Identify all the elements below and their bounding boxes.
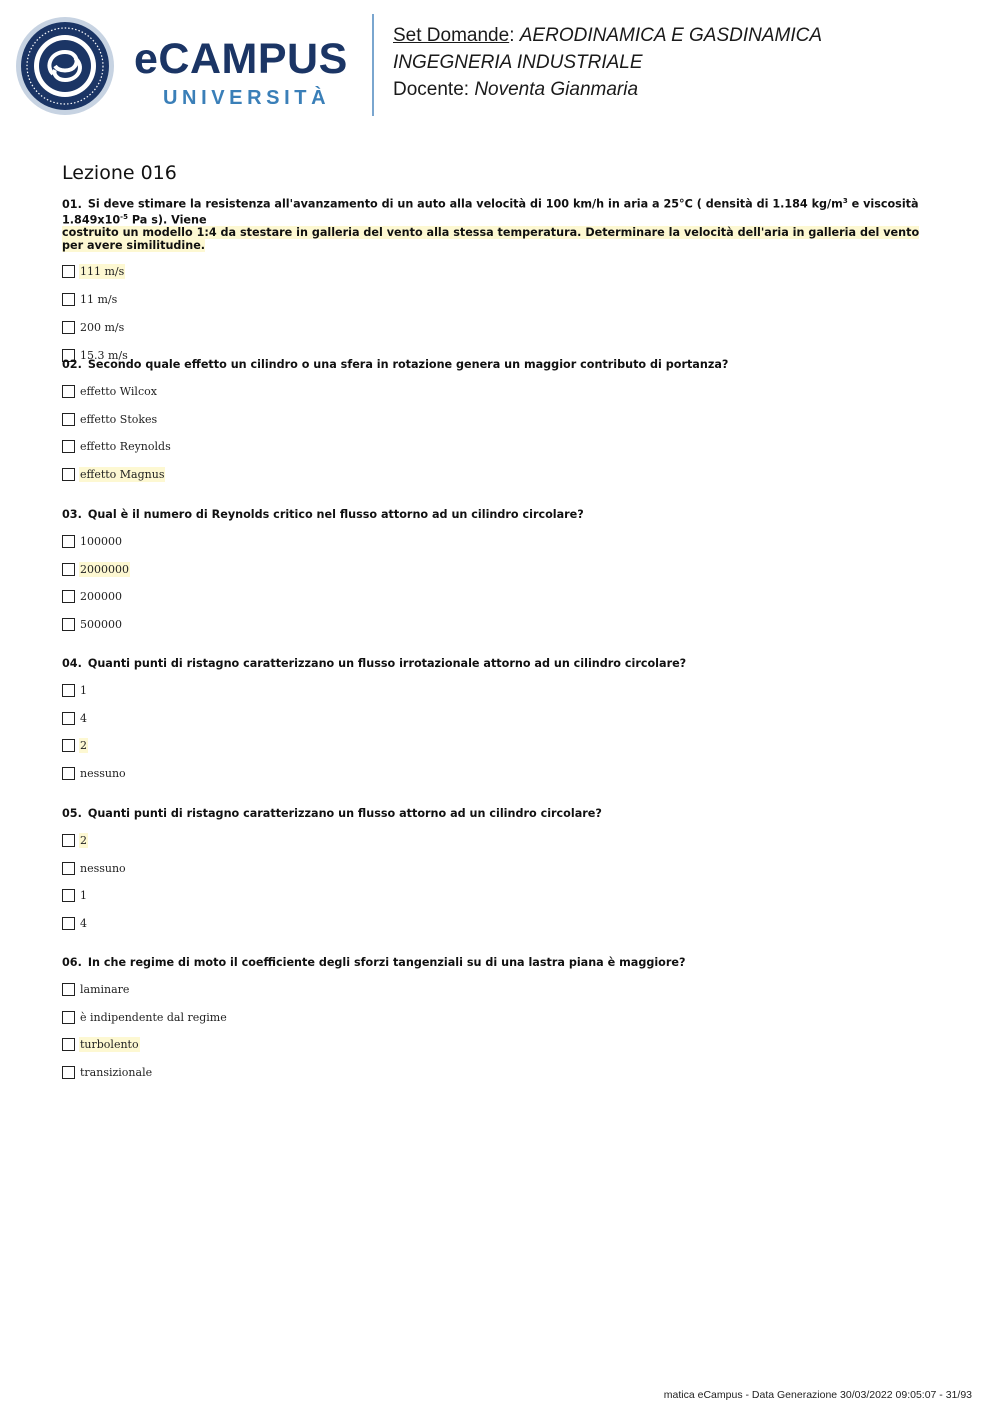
answer-label: effetto Stokes [80, 412, 158, 426]
question-05 [62, 807, 922, 944]
header-divider [372, 14, 374, 116]
set-separator: : [509, 25, 520, 46]
question-text [62, 508, 922, 521]
checkbox[interactable] [62, 712, 75, 725]
checkbox[interactable] [62, 293, 75, 306]
answer-label: turbolento [80, 1038, 139, 1052]
answer-option[interactable] [62, 562, 922, 590]
question-02 [62, 358, 922, 495]
answer-label: 2000000 [80, 562, 129, 576]
answer-label: 2 [80, 834, 87, 847]
checkbox[interactable] [62, 834, 75, 847]
checkbox[interactable] [62, 1066, 75, 1079]
teacher-label: Docente: [393, 79, 475, 100]
answer-label: 2 [80, 739, 87, 753]
answer-option[interactable] [62, 617, 922, 645]
answer-label: effetto Reynolds [80, 440, 171, 454]
answer-option[interactable] [62, 1037, 922, 1065]
answer-option[interactable] [62, 320, 922, 348]
checkbox[interactable] [62, 468, 75, 481]
answer-option[interactable] [62, 439, 922, 467]
question-text-part: Pa s). Viene [127, 213, 207, 227]
answer-label: 1 [80, 889, 87, 903]
answer-option[interactable] [62, 888, 922, 916]
question-text-part: e viscosità 1.849x10 [62, 197, 919, 227]
answer-label: 100000 [80, 535, 122, 548]
question-text-part: Si deve stimare la resistenza all'avanzamento di un auto alla velocità di 100 km/h in aria a 25°C ( densità di 1.184 kg/m [87, 197, 843, 211]
answer-label: nessuno [80, 767, 126, 781]
question-04 [62, 657, 922, 794]
answer-option[interactable] [62, 292, 922, 320]
answer-option[interactable] [62, 916, 922, 944]
checkbox[interactable] [62, 739, 75, 752]
question-text [62, 195, 922, 252]
answer-option[interactable] [62, 412, 922, 440]
checkbox[interactable] [62, 535, 75, 548]
superscript: -5 [120, 212, 128, 221]
checkbox[interactable] [62, 983, 75, 996]
question-03 [62, 508, 922, 645]
question-text-part: Qual è il numero di Reynolds critico nel flusso attorno ad un cilindro circolare? [87, 508, 584, 521]
answer-label: nessuno [80, 861, 126, 875]
question-number: 03. [62, 508, 82, 521]
question-text-part: Secondo quale effetto un cilindro o una sfera in rotazione genera un maggior contributo di portanza? [87, 358, 729, 371]
question-text-part: In che regime di moto il coefficiente degli sforzi tangenziali su di una lastra piana è maggiore? [87, 956, 686, 969]
answer-option[interactable] [62, 534, 922, 562]
course-name: AERODINAMICA E GASDINAMICA [519, 25, 823, 46]
checkbox[interactable] [62, 321, 75, 334]
question-text [62, 358, 922, 371]
answer-label: 500000 [80, 618, 122, 632]
checkbox[interactable] [62, 889, 75, 902]
answer-label: 11 m/s [80, 293, 118, 307]
answer-option[interactable] [62, 1010, 922, 1038]
logo-badge-icon [15, 16, 115, 116]
checkbox[interactable] [62, 265, 75, 278]
question-text [62, 807, 922, 820]
course-line [393, 22, 822, 49]
checkbox[interactable] [62, 618, 75, 631]
checkbox[interactable] [62, 440, 75, 453]
question-number: 01. [62, 197, 82, 211]
answer-label: transizionale [80, 1066, 153, 1080]
answer-option[interactable] [62, 711, 922, 739]
answer-option[interactable] [62, 264, 922, 292]
answer-option[interactable] [62, 861, 922, 889]
checkbox[interactable] [62, 767, 75, 780]
question-06 [62, 956, 922, 1093]
answer-option[interactable] [62, 738, 922, 766]
logo-subtitle: UNIVERSITÀ [163, 87, 331, 109]
answer-label: 15.3 m/s [80, 348, 128, 362]
checkbox[interactable] [62, 1011, 75, 1024]
checkbox[interactable] [62, 1038, 75, 1051]
answer-options [62, 982, 922, 1093]
checkbox[interactable] [62, 862, 75, 875]
answer-option[interactable] [62, 467, 922, 495]
answer-label: 200000 [80, 590, 122, 604]
checkbox[interactable] [62, 684, 75, 697]
question-text [62, 657, 922, 670]
answer-label: 4 [80, 711, 87, 725]
answer-label: effetto Wilcox [80, 385, 157, 398]
answer-options [62, 833, 922, 944]
teacher-line [393, 76, 822, 103]
answer-options [62, 683, 922, 794]
answer-option[interactable] [62, 766, 922, 794]
question-text-highlighted: costruito un modello 1:4 da stestare in galleria del vento alla stessa temperatura. Determinare la velocità dell'aria in galleria del vento per avere similitudine. [62, 226, 920, 253]
answer-label: laminare [80, 983, 130, 996]
logo-wordmark: eCAMPUS [134, 35, 348, 83]
checkbox[interactable] [62, 917, 75, 930]
page-footer: matica eCampus - Data Generazione 30/03/2022 09:05:07 - 31/93 [663, 1389, 972, 1401]
question-text-part: Quanti punti di ristagno caratterizzano un flusso irrotazionale attorno ad un cilindro circolare? [87, 657, 687, 670]
document-header [393, 22, 822, 103]
question-number: 05. [62, 807, 82, 820]
question-text [62, 956, 922, 969]
answer-label: 4 [80, 917, 87, 931]
answer-label: effetto Magnus [80, 468, 165, 482]
answer-options [62, 534, 922, 645]
checkbox[interactable] [62, 563, 75, 576]
answer-label: è indipendente dal regime [80, 1010, 227, 1024]
program-name: INGEGNERIA INDUSTRIALE [393, 52, 643, 73]
answer-label: 1 [80, 684, 87, 697]
program-line [393, 49, 822, 76]
superscript: 3 [842, 197, 848, 205]
question-number: 04. [62, 657, 82, 670]
lesson-title: Lezione 016 [62, 162, 177, 184]
answer-option[interactable] [62, 683, 922, 711]
question-number: 02. [62, 358, 82, 371]
teacher-name: Noventa Gianmaria [474, 79, 639, 100]
checkbox[interactable] [62, 385, 75, 398]
answer-options [62, 384, 922, 495]
question-number: 06. [62, 956, 82, 969]
question-text-part: Quanti punti di ristagno caratterizzano un flusso attorno ad un cilindro circolare? [87, 807, 602, 820]
answer-option[interactable] [62, 384, 922, 412]
answer-label: 111 m/s [80, 265, 125, 279]
answer-option[interactable] [62, 1065, 922, 1093]
answer-label: 200 m/s [80, 320, 125, 334]
set-label: Set Domande [393, 25, 510, 46]
checkbox[interactable] [62, 590, 75, 603]
checkbox[interactable] [62, 413, 75, 426]
answer-option[interactable] [62, 982, 922, 1010]
answer-option[interactable] [62, 589, 922, 617]
question-01 [62, 195, 922, 375]
answer-option[interactable] [62, 833, 922, 861]
